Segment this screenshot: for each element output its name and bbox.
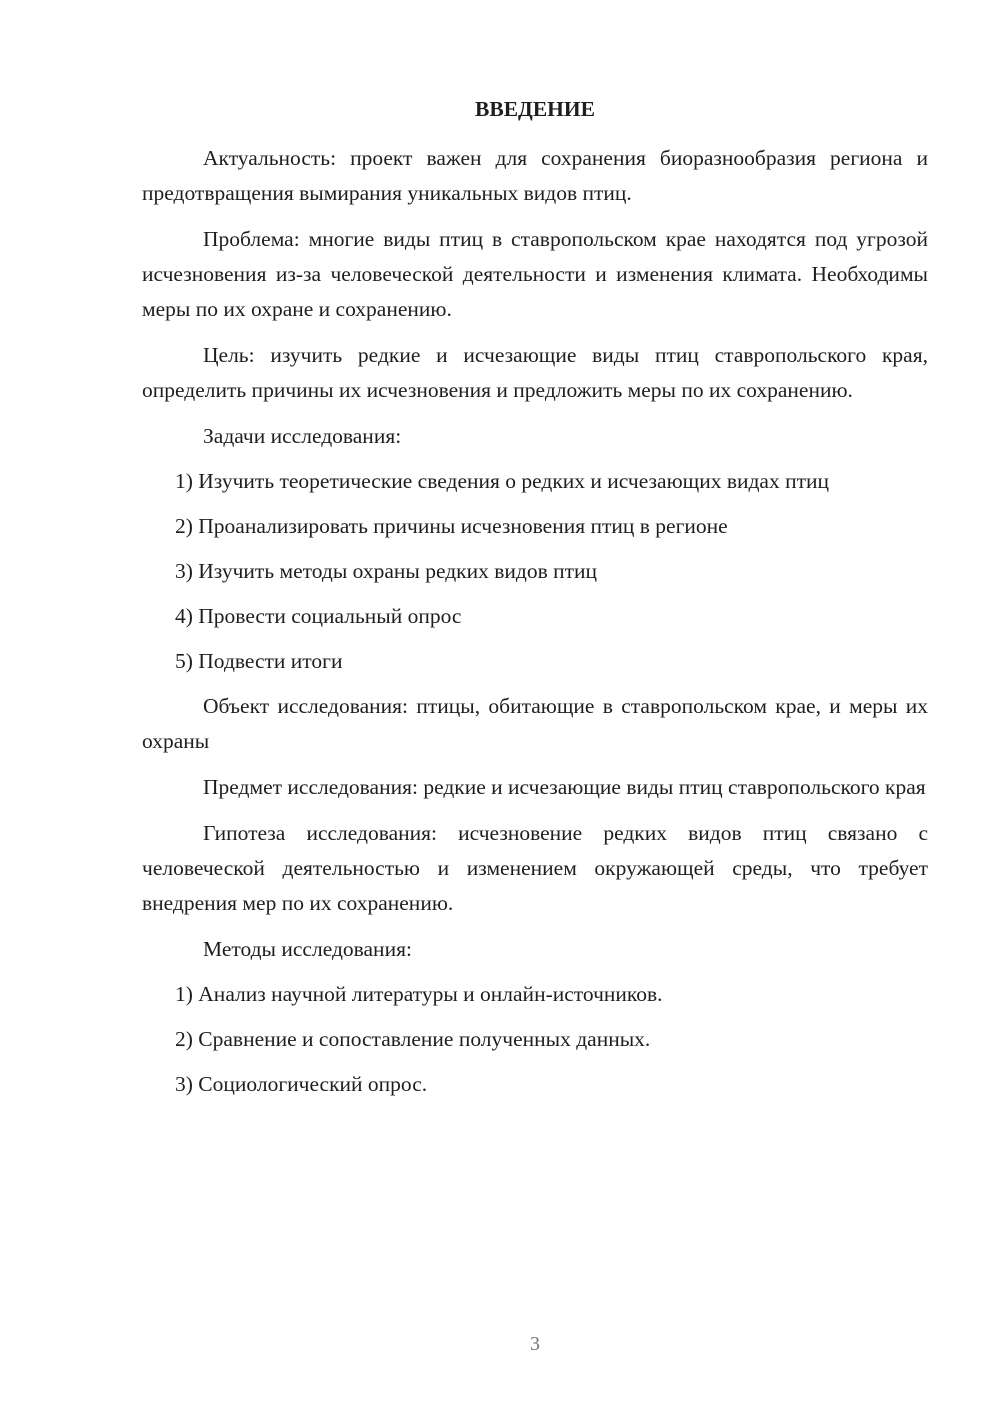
page-number: 3 [530, 1333, 540, 1355]
list-item: 4) Провести социальный опрос [175, 604, 462, 628]
list-item: 1) Анализ научной литературы и онлайн-источников. [175, 982, 663, 1006]
list-item: 3) Изучить методы охраны редких видов птиц [175, 559, 598, 583]
list-item: 3) Социологический опрос. [175, 1072, 428, 1096]
goal-paragraph: Цель: изучить редкие и исчезающие виды птиц ставропольского края, определить причины их исчезновения и предложить меры по их сохранению. [142, 343, 928, 402]
list-item: 2) Сравнение и сопоставление полученных данных. [175, 1027, 651, 1051]
object-paragraph: Объект исследования: птицы, обитающие в ставропольском крае, и меры их охраны [142, 694, 928, 753]
subject-paragraph: Предмет исследования: редкие и исчезающие виды птиц ставропольского края [203, 775, 926, 799]
list-item: 5) Подвести итоги [175, 649, 343, 673]
list-item: 1) Изучить теоретические сведения о редких и исчезающих видах птиц [175, 469, 829, 493]
methods-heading: Методы исследования: [203, 937, 412, 961]
problem-paragraph: Проблема: многие виды птиц в ставропольском крае находятся под угрозой исчезновения из-за человеческой деятельности и изменения климата. Необходимы меры по их охране и сохранению. [142, 227, 928, 321]
methods-list [142, 977, 928, 1102]
page-title: ВВЕДЕНИЕ [475, 97, 595, 121]
tasks-list [142, 464, 928, 679]
list-item: 2) Проанализировать причины исчезновения птиц в регионе [175, 514, 728, 538]
tasks-heading: Задачи исследования: [203, 424, 402, 448]
hypothesis-paragraph: Гипотеза исследования: исчезновение редких видов птиц связано с человеческой деятельностью и изменением окружающей среды, что требует внедрения мер по их сохранению. [142, 821, 928, 915]
document-page [142, 94, 928, 1112]
relevance-paragraph: Актуальность: проект важен для сохранения биоразнообразия региона и предотвращения вымирания уникальных видов птиц. [142, 146, 928, 205]
